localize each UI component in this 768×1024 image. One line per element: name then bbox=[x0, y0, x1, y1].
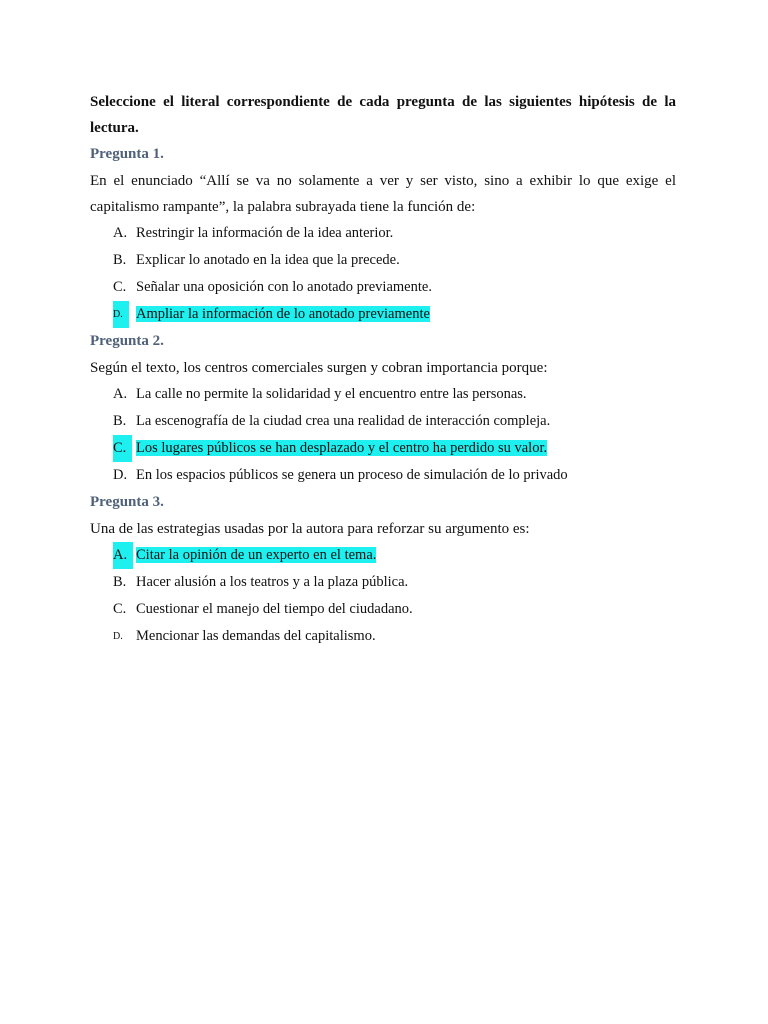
option-letter: C. bbox=[113, 279, 127, 295]
question-1-option-c bbox=[90, 274, 676, 301]
question-3-text: Una de las estrategias usadas por la autora para reforzar su argumento es: bbox=[90, 521, 530, 537]
question-3-options bbox=[90, 542, 676, 650]
question-3-option-b bbox=[90, 569, 676, 596]
question-1-text: En el enunciado “Allí se va no solamente a ver y ser visto, sino a exhibir lo que exige el capitalismo rampante”, la palabra subrayada tiene la función de: bbox=[90, 173, 676, 215]
option-text: Los lugares públicos se han desplazado y el centro ha perdido su valor. bbox=[136, 440, 548, 456]
option-text: Hacer alusión a los teatros y a la plaza pública. bbox=[136, 574, 409, 590]
question-2-option-c-highlighted bbox=[90, 435, 676, 462]
option-letter: A. bbox=[113, 386, 128, 402]
option-text: Restringir la información de la idea anterior. bbox=[136, 225, 394, 241]
option-letter: D. bbox=[113, 631, 123, 642]
option-letter: C. bbox=[113, 601, 127, 617]
option-text: La escenografía de la ciudad crea una realidad de interacción compleja. bbox=[136, 413, 551, 429]
option-text: Citar la opinión de un experto en el tema. bbox=[136, 547, 377, 563]
option-letter: B. bbox=[113, 413, 127, 429]
instructions-text: Seleccione el literal correspondiente de cada pregunta de las siguientes hipótesis de la lectura. bbox=[90, 94, 676, 136]
question-1-options bbox=[90, 220, 676, 328]
question-1-heading: Pregunta 1. bbox=[90, 146, 164, 162]
question-3-option-a-highlighted bbox=[90, 542, 676, 569]
option-letter: C. bbox=[113, 435, 132, 462]
option-text: En los espacios públicos se genera un proceso de simulación de lo privado bbox=[136, 467, 568, 483]
question-2-text: Según el texto, los centros comerciales surgen y cobran importancia porque: bbox=[90, 360, 548, 376]
question-2-option-b bbox=[90, 408, 676, 435]
option-letter: A. bbox=[113, 225, 128, 241]
option-text: Ampliar la información de lo anotado previamente bbox=[136, 306, 430, 322]
option-text: Señalar una oposición con lo anotado previamente. bbox=[136, 279, 432, 295]
question-1-option-d-highlighted bbox=[90, 301, 676, 328]
question-3 bbox=[90, 489, 676, 650]
option-letter: B. bbox=[113, 574, 127, 590]
option-text: Cuestionar el manejo del tiempo del ciudadano. bbox=[136, 601, 413, 617]
question-1-option-a bbox=[90, 220, 676, 247]
question-2-options bbox=[90, 381, 676, 489]
option-text: Explicar lo anotado en la idea que la precede. bbox=[136, 252, 400, 268]
question-2 bbox=[90, 328, 676, 489]
question-2-heading: Pregunta 2. bbox=[90, 333, 164, 349]
document-page bbox=[90, 89, 676, 650]
question-2-option-d bbox=[90, 462, 676, 489]
option-letter: B. bbox=[113, 252, 127, 268]
question-3-heading: Pregunta 3. bbox=[90, 494, 164, 510]
option-letter: D. bbox=[113, 467, 128, 483]
option-letter: D. bbox=[113, 301, 129, 328]
option-text: La calle no permite la solidaridad y el encuentro entre las personas. bbox=[136, 386, 527, 402]
question-1 bbox=[90, 141, 676, 328]
question-1-option-b bbox=[90, 247, 676, 274]
option-letter: A. bbox=[113, 542, 133, 569]
question-3-option-c bbox=[90, 596, 676, 623]
question-3-option-d bbox=[90, 623, 676, 650]
question-2-option-a bbox=[90, 381, 676, 408]
option-text: Mencionar las demandas del capitalismo. bbox=[136, 628, 376, 644]
